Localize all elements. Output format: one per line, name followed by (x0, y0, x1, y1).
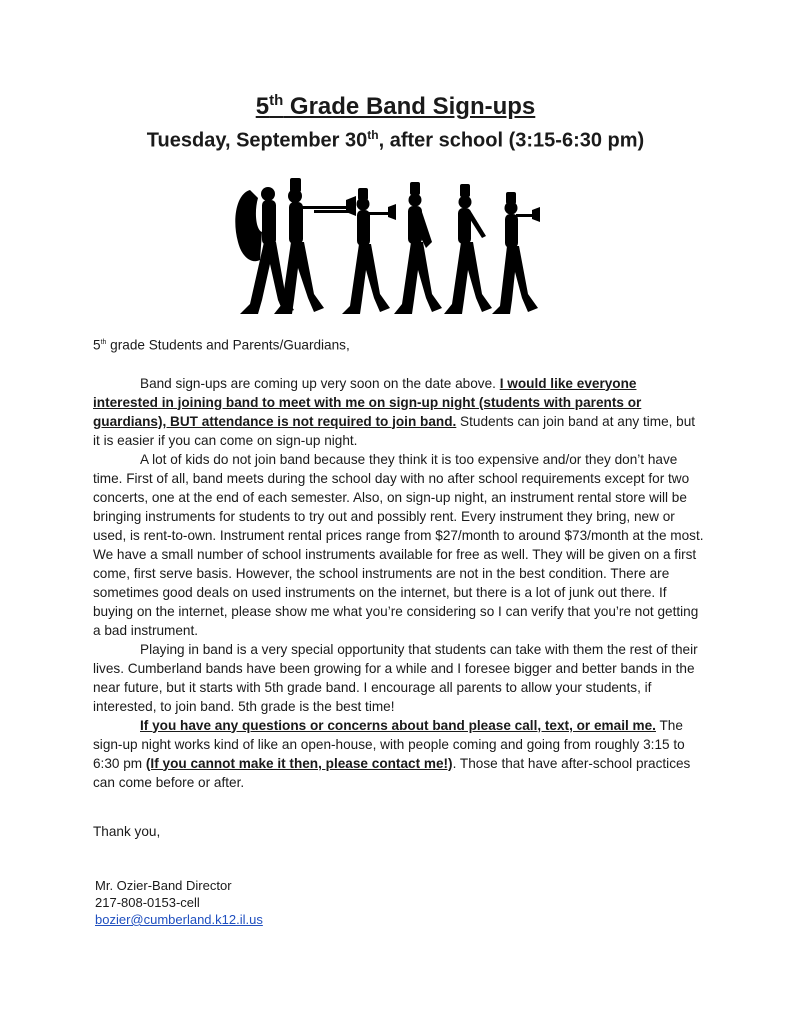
signature-block (95, 877, 263, 928)
greeting: 5th grade Students and Parents/Guardians, (93, 337, 350, 353)
clarinet-player-icon (444, 184, 492, 314)
paragraph-contact: If you have any questions or concerns about band please call, text, or email me. The sign-up night works kind of like an open-house, with people coming and going from roughly 3:15 to 6:30 pm (If you cannot make it then, please contact me!). Those that have after-school practices can come before or after. (93, 717, 691, 790)
phone-number: 217-808-0153-cell (95, 895, 200, 910)
event-date-subtitle: Tuesday, September 30th, after school (3:15-6:30 pm) (146, 128, 645, 152)
trumpet-player-icon (492, 192, 540, 314)
email-link[interactable]: bozier@cumberland.k12.il.us (95, 912, 263, 927)
closing: Thank you, (93, 824, 161, 839)
contact-request: If you have any questions or concerns about band please call, text, or email me. (140, 717, 656, 733)
trombone-player-icon (274, 178, 356, 314)
contact-note: (If you cannot make it then, please contact me!) (145, 755, 453, 771)
marching-band-silhouette-icon (228, 172, 558, 322)
letter-body (93, 333, 705, 792)
paragraph-cost: A lot of kids do not join band because they think it is too expensive and/or they don’t have time. First of all, band meets during the school day with no after school requirements except for two concerts, one at the end of each semester. Also, on sign-up night, an instrument rental store will be bringing instruments for students to try out and possibly rent. Every instrument they bring, new or used, is rent-to-own. Instrument rental prices range from $27/month to around $73/month at the most. We have a small number of school instruments available for free as well. They will be given on a first come, first serve basis. However, the school instruments are not in the best condition. There are sometimes good deals on used instruments on the internet, but there is a lot of junk out there. If buying on the internet, please show me what you’re considering so I can verify that you’re not getting a bad instrument. (93, 451, 704, 638)
paragraph-signup: Band sign-ups are coming up very soon on the date above. I would like everyone interested in joining band to meet with me on sign-up night (students with parents or guardians), BUT attendance is not required to join band. Students can join band at any time, but it is easier if you can come on sign-up night. (93, 375, 696, 448)
paragraph-opportunity: Playing in band is a very special opportunity that students can take with them the rest of their lives. Cumberland bands have been growing for a while and I foresee bigger and better bands in the near future, but it starts with 5th grade band. I encourage all parents to allow your students, if interested, to join band. 5th grade is the best time! (93, 641, 698, 714)
director-name: Mr. Ozier-Band Director (95, 878, 232, 893)
saxophone-player-icon (394, 182, 442, 314)
page-title: 5th Grade Band Sign-ups (255, 92, 536, 120)
attendance-note: I would like everyone interested in joining band to meet with me on sign-up night (students with parents or guardians), BUT attendance is not required to join band. (93, 375, 642, 429)
